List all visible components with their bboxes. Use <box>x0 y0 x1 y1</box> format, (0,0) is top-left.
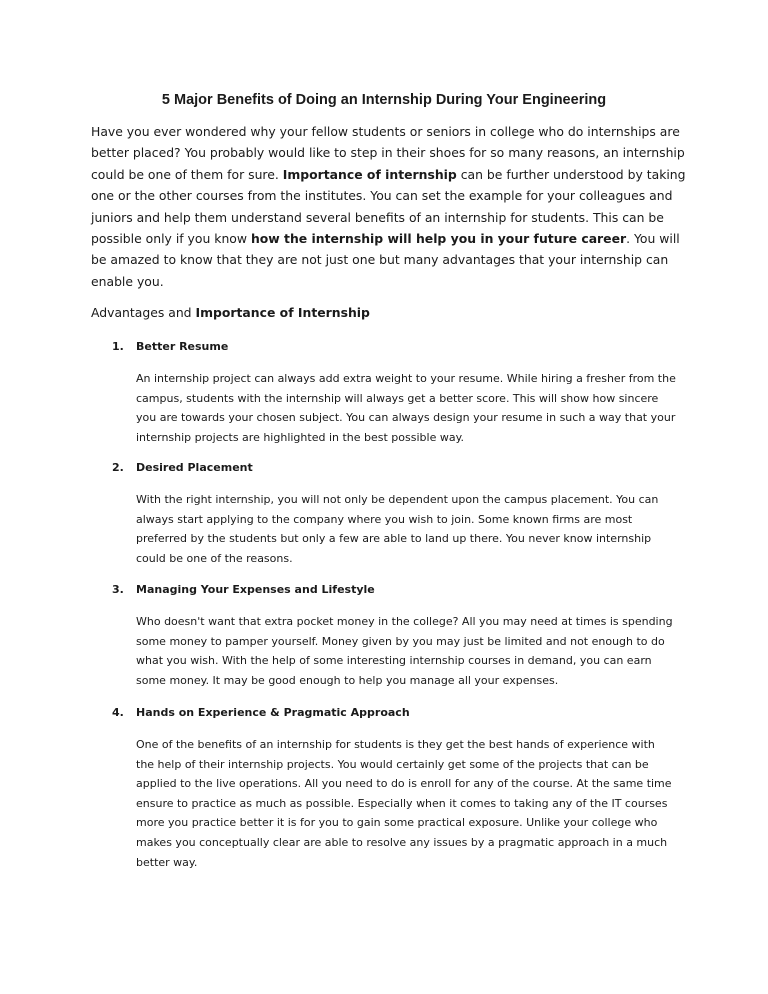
item-number: 1. <box>112 340 124 353</box>
item-heading <box>112 582 375 598</box>
intro-bold-importance: Importance of internship <box>282 166 457 182</box>
item-body: With the right internship, you will not only be dependent upon the campus placement. You can always start applying to the company where you wish to join. Some known firms are most preferred by the students but only a few are able to land up there. You never know internship could be one of the reasons. <box>136 493 659 565</box>
advantages-heading <box>91 304 370 322</box>
intro-bold-career: how the internship will help you in your future career <box>250 231 627 247</box>
intro-paragraph <box>91 121 691 292</box>
item-number: 3. <box>112 583 124 596</box>
item-number: 2. <box>112 461 124 474</box>
intro-text-1: Have you ever wondered why your fellow students or seniors in college who do internships are better placed? You probably would like to step in their shoes for so many reasons, an internship could be one of them for sure. <box>91 124 685 182</box>
item-title: Desired Placement <box>136 461 253 474</box>
item-body: Who doesn't want that extra pocket money in the college? All you may need at times is spending some money to pamper yourself. Money given by you may just be limited and not enough to do what you wish. With the help of some interesting internship courses in demand, you can earn some money. It may be good enough to help you manage all your expenses. <box>136 615 673 687</box>
item-number: 4. <box>112 706 124 719</box>
item-title: Managing Your Expenses and Lifestyle <box>136 583 375 596</box>
item-heading <box>112 339 228 355</box>
item-body: One of the benefits of an internship for students is they get the best hands of experience with the help of their internship projects. You would certainly get some of the projects that can be applied to the live operations. All you need to do is enroll for any of the course. At the same time ensure to practice as much as possible. Especially when it comes to taking any of the IT courses more you practice better it is for you to gain some practical exposure. Unlike your college who makes you conceptually clear are able to resolve any issues by a pragmatic approach in a much better way. <box>136 738 672 869</box>
item-title: Hands on Experience & Pragmatic Approach <box>136 706 410 719</box>
item-heading <box>112 705 410 721</box>
intro-text-2: can be further understood by taking one or the other courses from the institutes. You can set the example for your colleagues and juniors and help them understand several benefits of an internship for students. This can be possible only if you know <box>91 166 686 247</box>
document-title: 5 Major Benefits of Doing an Internship During Your Engineering <box>161 92 607 108</box>
intro-text-3: . You will be amazed to know that they are not just one but many advantages that your internship can enable you. <box>91 231 680 289</box>
advantages-prefix: Advantages and <box>91 305 196 320</box>
item-title: Better Resume <box>136 340 229 353</box>
item-heading <box>112 460 253 476</box>
item-body: An internship project can always add extra weight to your resume. While hiring a fresher from the campus, students with the internship will always get a better score. This will show how sincere you are towards your chosen subject. You can always design your resume in such a way that your internship projects are highlighted in the best possible way. <box>136 372 676 444</box>
advantages-bold: Importance of Internship <box>195 305 370 320</box>
